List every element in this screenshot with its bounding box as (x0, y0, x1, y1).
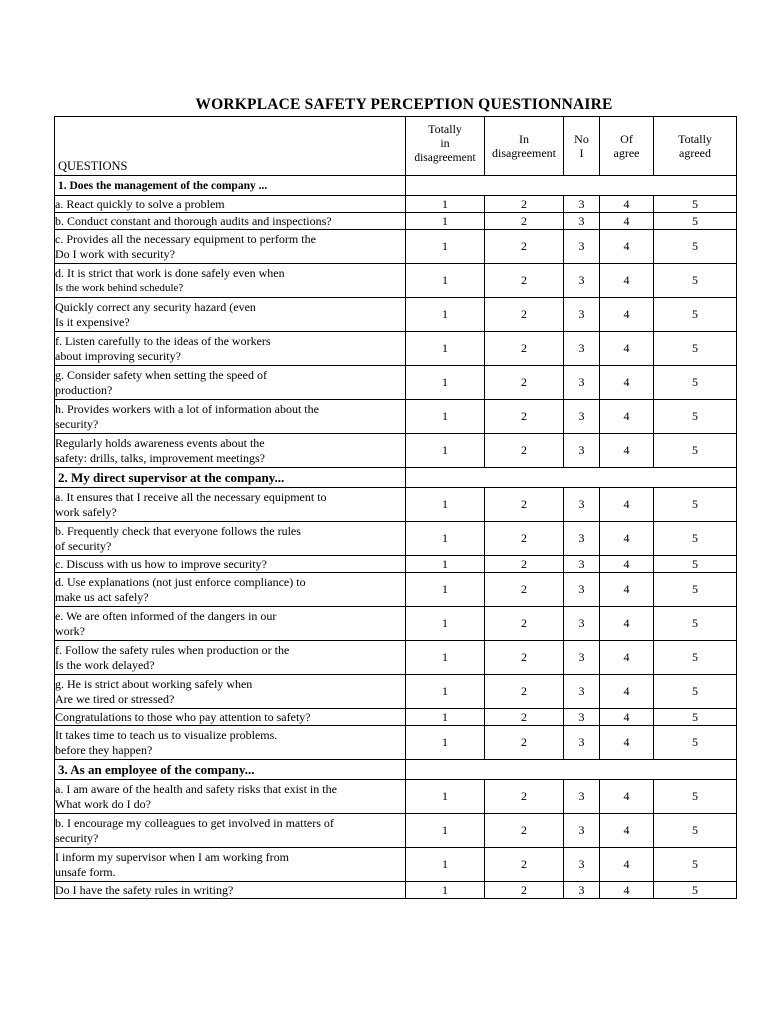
rating-option-4[interactable]: 4 (600, 641, 654, 675)
rating-option-4[interactable]: 4 (600, 882, 654, 899)
question-line-1: c. Provides all the necessary equipment to perform the (55, 231, 316, 246)
rating-option-4[interactable]: 4 (600, 213, 654, 230)
section-heading: 1. Does the management of the company ... (55, 176, 406, 196)
rating-option-1[interactable]: 1 (406, 556, 485, 573)
rating-option-5[interactable]: 5 (654, 366, 737, 400)
section-heading: 2. My direct supervisor at the company... (55, 468, 406, 488)
rating-option-1[interactable]: 1 (406, 488, 485, 522)
rating-option-3[interactable]: 3 (564, 434, 600, 468)
question-row (55, 726, 737, 760)
question-line-1: d. Use explanations (not just enforce compliance) to (55, 574, 306, 589)
rating-option-4[interactable]: 4 (600, 814, 654, 848)
rating-option-3[interactable]: 3 (564, 522, 600, 556)
rating-option-2[interactable]: 2 (485, 556, 564, 573)
rating-option-5[interactable]: 5 (654, 675, 737, 709)
rating-option-3[interactable]: 3 (564, 675, 600, 709)
rating-option-3[interactable]: 3 (564, 400, 600, 434)
rating-option-4[interactable]: 4 (600, 522, 654, 556)
rating-option-1[interactable]: 1 (406, 366, 485, 400)
rating-option-2[interactable]: 2 (485, 488, 564, 522)
rating-option-5[interactable]: 5 (654, 882, 737, 899)
rating-option-4[interactable]: 4 (600, 400, 654, 434)
question-row (55, 488, 737, 522)
rating-option-1[interactable]: 1 (406, 882, 485, 899)
question-line-1: I inform my supervisor when I am working from (55, 849, 289, 864)
rating-option-1[interactable]: 1 (406, 213, 485, 230)
question-line-1: It takes time to teach us to visualize problems. (55, 727, 278, 742)
question-text (55, 366, 406, 400)
question-line-2: Is the work delayed? (55, 657, 155, 672)
question-line-1: g. Consider safety when setting the speed of (55, 367, 267, 382)
rating-option-5[interactable]: 5 (654, 726, 737, 760)
rating-option-1[interactable]: 1 (406, 196, 485, 213)
rating-option-2[interactable]: 2 (485, 213, 564, 230)
rating-option-2[interactable]: 2 (485, 726, 564, 760)
rating-option-3[interactable]: 3 (564, 230, 600, 264)
rating-option-1[interactable]: 1 (406, 434, 485, 468)
question-text (55, 522, 406, 556)
question-text (55, 573, 406, 607)
question-line-2: unsafe form. (55, 864, 116, 879)
rating-option-2[interactable]: 2 (485, 814, 564, 848)
rating-option-3[interactable]: 3 (564, 298, 600, 332)
section-heading-blank (406, 176, 737, 196)
question-line-1: a. React quickly to solve a problem (55, 196, 225, 211)
question-row (55, 780, 737, 814)
rating-option-1[interactable]: 1 (406, 780, 485, 814)
question-line-2: make us act safely? (55, 589, 149, 604)
rating-option-5[interactable]: 5 (654, 607, 737, 641)
rating-option-1[interactable]: 1 (406, 573, 485, 607)
rating-option-1[interactable]: 1 (406, 848, 485, 882)
rating-option-3[interactable]: 3 (564, 573, 600, 607)
rating-option-3[interactable]: 3 (564, 780, 600, 814)
question-line-2: security? (55, 416, 99, 431)
rating-option-2[interactable]: 2 (485, 675, 564, 709)
question-text (55, 726, 406, 760)
question-text (55, 230, 406, 264)
question-line-2: safety: drills, talks, improvement meetings? (55, 450, 265, 465)
question-row (55, 709, 737, 726)
question-text (55, 607, 406, 641)
question-text (55, 882, 406, 899)
rating-option-4[interactable]: 4 (600, 573, 654, 607)
question-line-1: h. Provides workers with a lot of information about the (55, 401, 319, 416)
question-line-1: Regularly holds awareness events about the (55, 435, 265, 450)
rating-option-5[interactable]: 5 (654, 780, 737, 814)
question-row (55, 675, 737, 709)
question-line-1: c. Discuss with us how to improve security? (55, 556, 267, 571)
question-line-1: f. Follow the safety rules when production or the (55, 642, 290, 657)
question-line-2: before they happen? (55, 742, 153, 757)
rating-option-1[interactable]: 1 (406, 264, 485, 298)
question-text (55, 196, 406, 213)
scale-header-2: In disagreement (485, 117, 564, 176)
rating-option-4[interactable]: 4 (600, 196, 654, 213)
rating-option-4[interactable]: 4 (600, 264, 654, 298)
question-text (55, 264, 406, 298)
rating-option-3[interactable]: 3 (564, 264, 600, 298)
question-line-1: Congratulations to those who pay attention to safety? (55, 709, 311, 724)
question-line-1: Do I have the safety rules in writing? (55, 882, 234, 897)
question-line-2: work safely? (55, 504, 117, 519)
question-line-1: Quickly correct any security hazard (even (55, 299, 256, 314)
question-text (55, 488, 406, 522)
rating-option-5[interactable]: 5 (654, 709, 737, 726)
page-title: WORKPLACE SAFETY PERCEPTION QUESTIONNAIRE (195, 96, 613, 113)
question-text (55, 848, 406, 882)
rating-option-2[interactable]: 2 (485, 882, 564, 899)
questionnaire-table (54, 116, 737, 899)
section-heading-blank (406, 468, 737, 488)
rating-option-1[interactable]: 1 (406, 675, 485, 709)
rating-option-5[interactable]: 5 (654, 556, 737, 573)
scale-header-1: Totally in disagreement (406, 117, 485, 176)
question-row (55, 814, 737, 848)
rating-option-3[interactable]: 3 (564, 366, 600, 400)
question-row (55, 230, 737, 264)
rating-option-5[interactable]: 5 (654, 196, 737, 213)
rating-option-4[interactable]: 4 (600, 607, 654, 641)
question-line-2: production? (55, 382, 113, 397)
question-text (55, 709, 406, 726)
rating-option-3[interactable]: 3 (564, 641, 600, 675)
rating-option-1[interactable]: 1 (406, 522, 485, 556)
rating-option-5[interactable]: 5 (654, 573, 737, 607)
question-row (55, 264, 737, 298)
question-line-2: Is it expensive? (55, 314, 130, 329)
rating-option-1[interactable]: 1 (406, 400, 485, 434)
question-line-2: What work do I do? (55, 796, 151, 811)
question-row (55, 641, 737, 675)
rating-option-3[interactable]: 3 (564, 488, 600, 522)
question-row (55, 434, 737, 468)
section-heading-row (55, 760, 737, 780)
question-line-2: security? (55, 830, 99, 845)
rating-option-3[interactable]: 3 (564, 882, 600, 899)
rating-option-1[interactable]: 1 (406, 607, 485, 641)
rating-option-2[interactable]: 2 (485, 848, 564, 882)
question-line-1: g. He is strict about working safely when (55, 676, 253, 691)
rating-option-1[interactable]: 1 (406, 641, 485, 675)
rating-option-2[interactable]: 2 (485, 780, 564, 814)
rating-option-2[interactable]: 2 (485, 332, 564, 366)
question-row (55, 400, 737, 434)
section-heading-row (55, 176, 737, 196)
question-line-1: a. It ensures that I receive all the necessary equipment to (55, 489, 327, 504)
rating-option-4[interactable]: 4 (600, 780, 654, 814)
rating-option-5[interactable]: 5 (654, 434, 737, 468)
rating-option-4[interactable]: 4 (600, 726, 654, 760)
rating-option-4[interactable]: 4 (600, 675, 654, 709)
rating-option-2[interactable]: 2 (485, 230, 564, 264)
rating-option-3[interactable]: 3 (564, 196, 600, 213)
rating-option-2[interactable]: 2 (485, 522, 564, 556)
question-line-1: b. Conduct constant and thorough audits and inspections? (55, 213, 332, 228)
rating-option-3[interactable]: 3 (564, 213, 600, 230)
rating-option-3[interactable]: 3 (564, 709, 600, 726)
question-text (55, 400, 406, 434)
rating-option-5[interactable]: 5 (654, 400, 737, 434)
question-row (55, 607, 737, 641)
rating-option-4[interactable]: 4 (600, 488, 654, 522)
rating-option-3[interactable]: 3 (564, 607, 600, 641)
question-text (55, 556, 406, 573)
question-text (55, 814, 406, 848)
question-line-1: b. Frequently check that everyone follows the rules (55, 523, 301, 538)
rating-option-2[interactable]: 2 (485, 607, 564, 641)
question-line-2: Is the work behind schedule? (55, 281, 184, 294)
question-line-2: Are we tired or stressed? (55, 691, 175, 706)
rating-option-1[interactable]: 1 (406, 230, 485, 264)
rating-option-1[interactable]: 1 (406, 298, 485, 332)
rating-option-1[interactable]: 1 (406, 814, 485, 848)
rating-option-5[interactable]: 5 (654, 264, 737, 298)
question-text (55, 641, 406, 675)
scale-header-3: No I (564, 117, 600, 176)
rating-option-4[interactable]: 4 (600, 709, 654, 726)
rating-option-3[interactable]: 3 (564, 556, 600, 573)
rating-option-1[interactable]: 1 (406, 726, 485, 760)
rating-option-5[interactable]: 5 (654, 522, 737, 556)
rating-option-5[interactable]: 5 (654, 213, 737, 230)
rating-option-2[interactable]: 2 (485, 366, 564, 400)
rating-option-3[interactable]: 3 (564, 814, 600, 848)
rating-option-4[interactable]: 4 (600, 434, 654, 468)
question-row (55, 366, 737, 400)
questions-header: QUESTIONS (55, 117, 406, 176)
rating-option-5[interactable]: 5 (654, 814, 737, 848)
rating-option-1[interactable]: 1 (406, 332, 485, 366)
section-heading-blank (406, 760, 737, 780)
question-row (55, 848, 737, 882)
question-line-1: b. I encourage my colleagues to get involved in matters of (55, 815, 334, 830)
questionnaire-body (55, 176, 737, 899)
rating-option-5[interactable]: 5 (654, 230, 737, 264)
question-row (55, 573, 737, 607)
rating-option-2[interactable]: 2 (485, 400, 564, 434)
question-text (55, 675, 406, 709)
rating-option-2[interactable]: 2 (485, 641, 564, 675)
question-line-1: f. Listen carefully to the ideas of the workers (55, 333, 271, 348)
question-line-1: e. We are often informed of the dangers in our (55, 608, 277, 623)
scale-header-5: Totally agreed (654, 117, 737, 176)
rating-option-5[interactable]: 5 (654, 488, 737, 522)
rating-option-4[interactable]: 4 (600, 230, 654, 264)
question-row (55, 556, 737, 573)
section-heading-row (55, 468, 737, 488)
rating-option-2[interactable]: 2 (485, 264, 564, 298)
section-heading: 3. As an employee of the company... (55, 760, 406, 780)
rating-option-5[interactable]: 5 (654, 848, 737, 882)
rating-option-2[interactable]: 2 (485, 196, 564, 213)
question-row (55, 332, 737, 366)
rating-option-3[interactable]: 3 (564, 848, 600, 882)
header-row (55, 117, 737, 176)
question-line-2: Do I work with security? (55, 246, 175, 261)
question-line-1: a. I am aware of the health and safety risks that exist in the (55, 781, 337, 796)
rating-option-3[interactable]: 3 (564, 726, 600, 760)
question-text (55, 434, 406, 468)
rating-option-2[interactable]: 2 (485, 709, 564, 726)
rating-option-4[interactable]: 4 (600, 366, 654, 400)
rating-option-4[interactable]: 4 (600, 848, 654, 882)
question-row (55, 522, 737, 556)
question-line-2: about improving security? (55, 348, 181, 363)
rating-option-5[interactable]: 5 (654, 298, 737, 332)
rating-option-5[interactable]: 5 (654, 641, 737, 675)
question-row (55, 298, 737, 332)
rating-option-5[interactable]: 5 (654, 332, 737, 366)
question-row (55, 882, 737, 899)
question-row (55, 196, 737, 213)
rating-option-4[interactable]: 4 (600, 332, 654, 366)
rating-option-2[interactable]: 2 (485, 298, 564, 332)
question-text (55, 332, 406, 366)
scale-header-4: Of agree (600, 117, 654, 176)
rating-option-3[interactable]: 3 (564, 332, 600, 366)
question-text (55, 780, 406, 814)
rating-option-2[interactable]: 2 (485, 434, 564, 468)
question-line-2: of security? (55, 538, 112, 553)
question-line-1: d. It is strict that work is done safely even when (55, 265, 285, 280)
question-row (55, 213, 737, 230)
question-text (55, 298, 406, 332)
question-text (55, 213, 406, 230)
rating-option-4[interactable]: 4 (600, 556, 654, 573)
question-line-2: work? (55, 623, 85, 638)
rating-option-2[interactable]: 2 (485, 573, 564, 607)
rating-option-1[interactable]: 1 (406, 709, 485, 726)
rating-option-4[interactable]: 4 (600, 298, 654, 332)
